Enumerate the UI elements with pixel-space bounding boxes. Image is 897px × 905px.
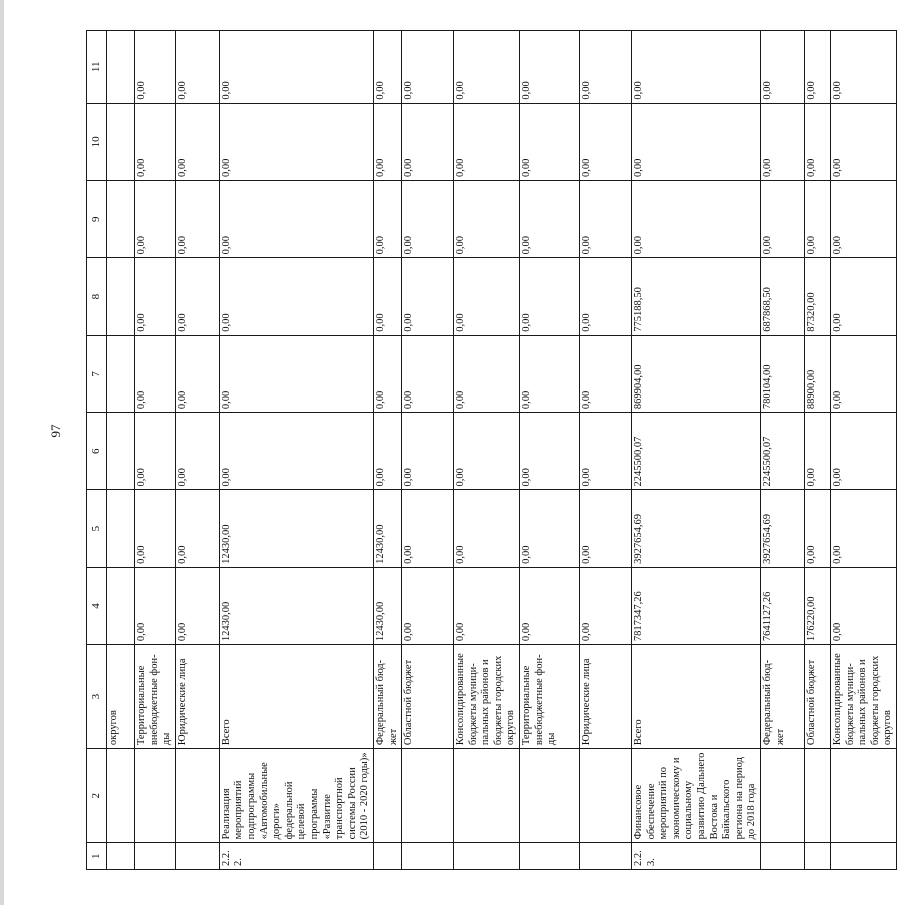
value-cell bbox=[107, 567, 135, 644]
value-cell: 0,00 bbox=[454, 258, 520, 335]
value-cell: 0,00 bbox=[632, 181, 761, 258]
value-cell: 0,00 bbox=[580, 490, 632, 567]
measure-name-cell bbox=[135, 749, 176, 843]
measure-name-cell bbox=[580, 749, 632, 843]
column-number-10: 10 bbox=[87, 103, 107, 180]
value-cell: 0,00 bbox=[761, 181, 805, 258]
value-cell: 0,00 bbox=[454, 335, 520, 412]
value-cell: 0,00 bbox=[373, 181, 401, 258]
measure-name-cell: Реализация мероприятий подпрограммы «Автомобильные дороги» федеральной целевой программы «Развитие транспортной системы России (2010 - 2020 годы)» bbox=[219, 749, 373, 843]
value-cell: 0,00 bbox=[402, 335, 454, 412]
table-row bbox=[135, 31, 176, 870]
value-cell: 0,00 bbox=[454, 567, 520, 644]
item-number-cell bbox=[761, 843, 805, 870]
value-cell: 3927654,69 bbox=[632, 490, 761, 567]
value-cell: 0,00 bbox=[402, 490, 454, 567]
value-cell: 0,00 bbox=[175, 258, 219, 335]
measure-name-cell bbox=[520, 749, 580, 843]
value-cell: 0,00 bbox=[454, 181, 520, 258]
measure-name-cell bbox=[175, 749, 219, 843]
value-cell: 0,00 bbox=[520, 181, 580, 258]
value-cell: 0,00 bbox=[831, 413, 897, 490]
value-cell: 0,00 bbox=[373, 31, 401, 104]
table-row bbox=[175, 31, 219, 870]
table-row bbox=[632, 31, 761, 870]
value-cell: 7641127,26 bbox=[761, 567, 805, 644]
item-number-cell bbox=[402, 843, 454, 870]
value-cell: 0,00 bbox=[761, 31, 805, 104]
value-cell: 0,00 bbox=[219, 103, 373, 180]
value-cell: 0,00 bbox=[135, 413, 176, 490]
value-cell bbox=[107, 335, 135, 412]
funding-source-cell: Областной бюджет bbox=[402, 645, 454, 749]
value-cell: 0,00 bbox=[373, 413, 401, 490]
item-number-cell bbox=[520, 843, 580, 870]
item-number-cell bbox=[373, 843, 401, 870]
value-cell: 0,00 bbox=[761, 103, 805, 180]
measure-name-cell bbox=[454, 749, 520, 843]
value-cell: 0,00 bbox=[831, 567, 897, 644]
value-cell: 0,00 bbox=[831, 258, 897, 335]
value-cell: 0,00 bbox=[520, 31, 580, 104]
value-cell: 0,00 bbox=[805, 103, 831, 180]
funding-source-cell: Консолидированные бюджеты муници-пальных районов и бюджеты городских округов bbox=[831, 645, 897, 749]
funding-source-cell: Территориальные внебюджетные фон-ды bbox=[520, 645, 580, 749]
value-cell: 0,00 bbox=[520, 258, 580, 335]
value-cell: 0,00 bbox=[373, 103, 401, 180]
funding-source-cell: Федеральный бюд-жет bbox=[373, 645, 401, 749]
value-cell: 0,00 bbox=[135, 181, 176, 258]
value-cell: 88900,00 bbox=[805, 335, 831, 412]
value-cell: 0,00 bbox=[580, 258, 632, 335]
value-cell: 0,00 bbox=[175, 567, 219, 644]
value-cell: 0,00 bbox=[632, 103, 761, 180]
column-number-9: 9 bbox=[87, 181, 107, 258]
column-number-4: 4 bbox=[87, 567, 107, 644]
value-cell: 12430,00 bbox=[373, 567, 401, 644]
value-cell: 7817347,26 bbox=[632, 567, 761, 644]
value-cell: 0,00 bbox=[175, 103, 219, 180]
value-cell: 12430,00 bbox=[219, 490, 373, 567]
item-number-cell bbox=[580, 843, 632, 870]
value-cell: 0,00 bbox=[454, 490, 520, 567]
table-row bbox=[219, 31, 373, 870]
column-number-1: 1 bbox=[87, 843, 107, 870]
value-cell: 0,00 bbox=[805, 31, 831, 104]
value-cell: 12430,00 bbox=[373, 490, 401, 567]
funding-source-cell: Всего bbox=[632, 645, 761, 749]
value-cell: 0,00 bbox=[805, 413, 831, 490]
item-number-cell bbox=[805, 843, 831, 870]
item-number-cell: 2.2.3. bbox=[632, 843, 761, 870]
value-cell: 0,00 bbox=[402, 103, 454, 180]
funding-source-cell: Территориальные внебюджетные фон-ды bbox=[135, 645, 176, 749]
value-cell: 87320,00 bbox=[805, 258, 831, 335]
funding-source-cell: Юридические лица bbox=[580, 645, 632, 749]
value-cell: 0,00 bbox=[402, 413, 454, 490]
value-cell: 0,00 bbox=[175, 413, 219, 490]
table-row bbox=[107, 31, 135, 870]
item-number-cell bbox=[454, 843, 520, 870]
value-cell: 0,00 bbox=[831, 31, 897, 104]
value-cell: 0,00 bbox=[831, 103, 897, 180]
value-cell: 2245500,07 bbox=[632, 413, 761, 490]
funding-source-cell: Областной бюджет bbox=[805, 645, 831, 749]
table-row bbox=[831, 31, 897, 870]
value-cell: 0,00 bbox=[219, 31, 373, 104]
value-cell: 0,00 bbox=[135, 31, 176, 104]
column-number-6: 6 bbox=[87, 413, 107, 490]
value-cell: 780104,00 bbox=[761, 335, 805, 412]
value-cell: 0,00 bbox=[135, 335, 176, 412]
value-cell: 0,00 bbox=[805, 490, 831, 567]
value-cell: 0,00 bbox=[135, 103, 176, 180]
value-cell bbox=[107, 413, 135, 490]
value-cell: 0,00 bbox=[175, 31, 219, 104]
measure-name-cell bbox=[402, 749, 454, 843]
value-cell: 0,00 bbox=[175, 490, 219, 567]
value-cell: 0,00 bbox=[520, 413, 580, 490]
value-cell: 176220,00 bbox=[805, 567, 831, 644]
column-number-3: 3 bbox=[87, 645, 107, 749]
value-cell: 0,00 bbox=[580, 335, 632, 412]
value-cell: 0,00 bbox=[402, 181, 454, 258]
measure-name-cell: Финансовое обеспечение мероприятий по экономическому и социальному развитию Дальнего Востока и Байкальского региона на период до 2018 года bbox=[632, 749, 761, 843]
value-cell bbox=[107, 490, 135, 567]
value-cell: 0,00 bbox=[831, 181, 897, 258]
column-number-11: 11 bbox=[87, 31, 107, 104]
value-cell: 0,00 bbox=[454, 31, 520, 104]
value-cell: 0,00 bbox=[135, 258, 176, 335]
measure-name-cell bbox=[107, 749, 135, 843]
value-cell: 775188,50 bbox=[632, 258, 761, 335]
table-row bbox=[580, 31, 632, 870]
value-cell: 0,00 bbox=[580, 413, 632, 490]
value-cell: 0,00 bbox=[831, 490, 897, 567]
measure-name-cell bbox=[831, 749, 897, 843]
table-row bbox=[454, 31, 520, 870]
value-cell: 0,00 bbox=[135, 490, 176, 567]
table-row bbox=[373, 31, 401, 870]
item-number-cell bbox=[107, 843, 135, 870]
value-cell: 0,00 bbox=[520, 490, 580, 567]
funding-source-cell: Федеральный бюд-жет bbox=[761, 645, 805, 749]
value-cell bbox=[107, 181, 135, 258]
value-cell: 0,00 bbox=[632, 31, 761, 104]
value-cell: 0,00 bbox=[219, 258, 373, 335]
value-cell: 0,00 bbox=[454, 413, 520, 490]
value-cell: 0,00 bbox=[402, 31, 454, 104]
rotated-table-container bbox=[86, 30, 894, 870]
column-number-5: 5 bbox=[87, 490, 107, 567]
value-cell bbox=[107, 103, 135, 180]
value-cell: 0,00 bbox=[454, 103, 520, 180]
value-cell: 869904,00 bbox=[632, 335, 761, 412]
value-cell: 2245500,07 bbox=[761, 413, 805, 490]
value-cell: 3927654,69 bbox=[761, 490, 805, 567]
table-row bbox=[805, 31, 831, 870]
value-cell: 0,00 bbox=[580, 181, 632, 258]
value-cell: 0,00 bbox=[219, 413, 373, 490]
value-cell: 0,00 bbox=[373, 335, 401, 412]
value-cell: 0,00 bbox=[175, 335, 219, 412]
item-number-cell: 2.2.2. bbox=[219, 843, 373, 870]
value-cell: 0,00 bbox=[402, 567, 454, 644]
value-cell: 0,00 bbox=[175, 181, 219, 258]
table-header-row bbox=[87, 31, 107, 870]
column-number-7: 7 bbox=[87, 335, 107, 412]
value-cell: 0,00 bbox=[520, 567, 580, 644]
measure-name-cell bbox=[373, 749, 401, 843]
table-row bbox=[402, 31, 454, 870]
value-cell: 0,00 bbox=[831, 335, 897, 412]
value-cell: 0,00 bbox=[805, 181, 831, 258]
funding-source-cell: Консолидированные бюджеты муници-пальных районов и бюджеты городских округов bbox=[454, 645, 520, 749]
value-cell: 0,00 bbox=[373, 258, 401, 335]
value-cell: 0,00 bbox=[520, 103, 580, 180]
measure-name-cell bbox=[805, 749, 831, 843]
item-number-cell bbox=[135, 843, 176, 870]
value-cell: 0,00 bbox=[520, 335, 580, 412]
column-number-2: 2 bbox=[87, 749, 107, 843]
value-cell: 687868,50 bbox=[761, 258, 805, 335]
page-number: 97 bbox=[48, 424, 63, 438]
scan-edge-shadow bbox=[0, 0, 4, 905]
item-number-cell bbox=[831, 843, 897, 870]
value-cell bbox=[107, 31, 135, 104]
item-number-cell bbox=[175, 843, 219, 870]
value-cell: 0,00 bbox=[580, 103, 632, 180]
value-cell: 0,00 bbox=[580, 567, 632, 644]
funding-source-cell: Всего bbox=[219, 645, 373, 749]
table-row bbox=[761, 31, 805, 870]
value-cell: 0,00 bbox=[135, 567, 176, 644]
funding-source-cell: округов bbox=[107, 645, 135, 749]
measure-name-cell bbox=[761, 749, 805, 843]
funding-source-cell: Юридические лица bbox=[175, 645, 219, 749]
column-number-8: 8 bbox=[87, 258, 107, 335]
value-cell: 0,00 bbox=[580, 31, 632, 104]
value-cell: 0,00 bbox=[219, 181, 373, 258]
value-cell: 0,00 bbox=[402, 258, 454, 335]
table-row bbox=[520, 31, 580, 870]
budget-table bbox=[86, 30, 897, 870]
value-cell: 0,00 bbox=[219, 335, 373, 412]
value-cell bbox=[107, 258, 135, 335]
value-cell: 12430,00 bbox=[219, 567, 373, 644]
